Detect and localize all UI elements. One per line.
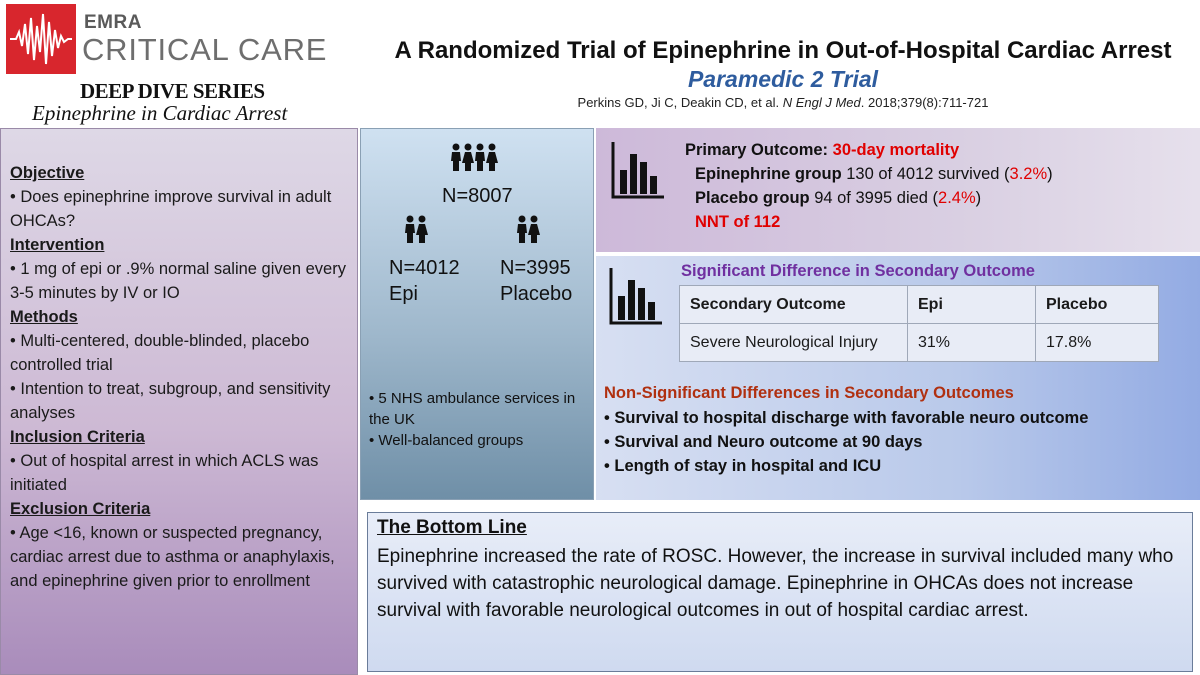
primary-outcome-value: 30-day mortality [832,141,960,159]
people-icon [450,143,498,171]
bottom-line-panel [367,512,1193,672]
primary-outcome-line [685,138,1053,162]
nnt-value: NNT of 112 [695,213,781,231]
epi-result: Epinephrine group 130 of 4012 survived (3.2%) [695,165,1053,183]
nonsig-list [604,406,1088,478]
list-item: • Survival and Neuro outcome at 90 days [604,433,923,451]
placebo-n: N=3995 [500,257,571,279]
table-header-row [680,286,1159,324]
objective-text: • Does epinephrine improve survival in adult OHCAs? [10,188,332,230]
citation [366,95,1200,110]
citation-authors: Perkins GD, Ji C, Deakin CD, et al. [577,95,780,110]
trial-name: Paramedic 2 Trial [687,66,879,92]
citation-journal: N Engl J Med [782,95,861,110]
people-icon [404,215,428,243]
epi-label: Epi [389,283,418,305]
primary-label: Primary Outcome: [685,141,833,159]
primary-outcome-panel [596,128,1200,252]
table-header: Epi [908,286,1036,324]
series-topic: Epinephrine in Cardiac Arrest [32,101,288,125]
inclusion-heading: Inclusion Criteria [10,428,145,446]
objective-heading: Objective [10,164,85,182]
note-ambulance: • 5 NHS ambulance services in the UK [369,390,576,428]
bottom-line-text: Epinephrine increased the rate of ROSC. However, the increase in survival included many who survived with catastrophic neurological damage. Epinephrine in OHCAs does not increase survival with favorable neurological outcomes in out of hospital cardiac arrest. [377,546,1174,621]
bar-chart-icon [608,266,664,326]
inclusion-text: • Out of hospital arrest in which ACLS was initiated [10,452,319,494]
total-n: N=8007 [442,185,513,207]
methods-heading: Methods [10,308,78,326]
bar-chart-icon [610,140,666,200]
intervention-text: • 1 mg of epi or .9% normal saline given every 3-5 minutes by IV or IO [10,260,346,302]
methods-text-1: • Multi-centered, double-blinded, placebo controlled trial [10,332,310,374]
study-design-content [10,161,355,593]
secondary-outcome-panel [596,256,1200,500]
brand-org: EMRA [84,12,142,33]
table-cell: 31% [908,324,1036,362]
secondary-title: Significant Difference in Secondary Outcome [681,262,1035,280]
epi-n: N=4012 [389,257,460,279]
brand-product: CRITICAL CARE [82,32,328,67]
population-panel [360,128,594,500]
population-notes [369,388,593,451]
note-groups: • Well-balanced groups [369,432,524,449]
people-icon [516,215,540,243]
exclusion-text: • Age <16, known or suspected pregnancy, cardiac arrest due to asthma or anaphylaxis, and epinephrine given prior to enrollment [10,524,335,590]
exclusion-heading: Exclusion Criteria [10,500,151,518]
placebo-label: Placebo [500,283,573,305]
methods-text-2: • Intention to treat, subgroup, and sensitivity analyses [10,380,331,422]
table-header: Secondary Outcome [680,286,908,324]
citation-ref: . 2018;379(8):711-721 [860,95,989,110]
list-item: • Survival to hospital discharge with favorable neuro outcome [604,409,1089,427]
nonsig-title: Non-Significant Differences in Secondary Outcomes [604,384,1014,402]
series-title: DEEP DIVE SERIES [80,79,265,103]
table-cell: Severe Neurological Injury [680,324,908,362]
page-title: A Randomized Trial of Epinephrine in Out-of-Hospital Cardiac Arrest [394,37,1172,64]
placebo-result: Placebo group 94 of 3995 died (2.4%) [695,189,982,207]
bottom-line-title: The Bottom Line [377,517,527,538]
intervention-heading: Intervention [10,236,105,254]
secondary-table [679,285,1159,362]
primary-outcome-text [685,138,1053,234]
table-cell: 17.8% [1036,324,1159,362]
heartbeat-logo-icon [6,4,76,74]
emra-logo [6,4,76,74]
table-header: Placebo [1036,286,1159,324]
table-row [680,324,1159,362]
list-item: • Length of stay in hospital and ICU [604,457,882,475]
study-design-panel [0,128,358,675]
